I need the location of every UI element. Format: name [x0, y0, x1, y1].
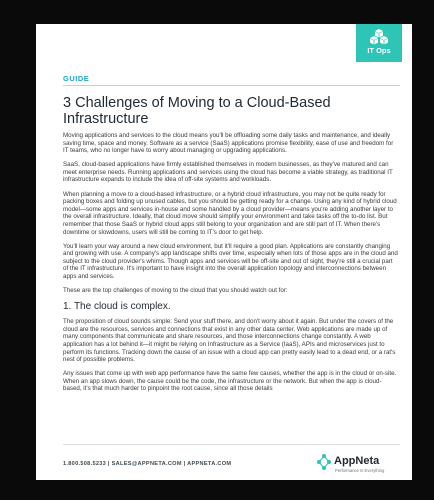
paragraph: The proposition of cloud sounds simple: Send your stuff there, and don't worry about it again. But under the covers of the cloud are the resources, services and connections that exist in any other data center. Web applications are made up of many components that communicate and share resources, and those interconnections change constantly. A web application has a lot behind it—it might be relying on Infrastructure as a Service (IaaS), APIs and microservices just to perform its functions. Tracking down the cause of an issue with a cloud app can pretty easily lead to a dead end, or a rat's nest of possible problems.	[63, 318, 396, 364]
paragraph: Moving applications and services to the cloud means you'll be offloading some daily tasks and maintenance, and ideally saving time, space and money. Software as a service (SaaS) applications promise flexibility, ease of use and freedom for IT teams, who no longer have to worry about managing or upgrading applications.	[63, 132, 394, 155]
paragraph: You'll learn your way around a new cloud environment, but it'll require a good plan. Applications are constantly changing and growing with use. A company's app landscape shifts over time, especially when lots of those apps are in the cloud and subject to the cloud provider's whims. Though apps and services will be off-site and out of sight, they're still a crucial part of the IT infrastructure. It's important to have insight into the overall application topology and interconnections between apps and services.	[63, 242, 398, 280]
document-body	[63, 132, 398, 400]
document-title: 3 Challenges of Moving to a Cloud-Based Infrastructure	[63, 95, 331, 127]
paragraph: These are the top challenges of moving to the cloud that you should watch out for:	[63, 287, 288, 295]
it-ops-badge	[356, 24, 402, 62]
badge-label: IT Ops	[367, 46, 391, 55]
section-label: GUIDE	[63, 74, 90, 83]
footer-contact: 1.800.508.5233 | SALES@APPNETA.COM | APPNETA.COM	[63, 461, 232, 467]
header-divider	[63, 85, 400, 86]
cubes-icon	[369, 29, 389, 45]
paragraph: Any issues that come up with web app performance have the same few causes, whether the app is in the cloud or on-site. When an app slows down, the cause could be the code, the infrastructure or the network. But when the app is cloud-based, it's that much harder to pinpoint the root cause, since all those details	[63, 370, 397, 393]
appneta-logo	[316, 454, 406, 476]
section-heading: 1. The cloud is complex.	[63, 301, 171, 313]
document-page	[36, 24, 412, 480]
logo-name: AppNeta	[334, 455, 380, 467]
paragraph: When planning a move to a cloud-based infrastructure, or a hybrid cloud infrastructure, you may not be quite ready for packing boxes and folding up unused cables, but you should be getting ready for a change. Using any kind of hybrid cloud model—some apps and services in-house and some handled by a cloud provider—means you're adding another layer to the overall infrastructure. Ideally, that cloud move should simplify your environment and take tasks off the to-do list. But remember that those SaaS or hybrid cloud apps still belong to your organization and are still part of IT. When there's downtime or slowdowns, users will still be coming to IT's door to get help.	[63, 190, 397, 236]
footer-divider	[63, 444, 400, 445]
logo-tagline: Performance Is Everything	[335, 468, 385, 473]
paragraph: SaaS, cloud-based applications have firmly established themselves in modern businesses, as they've matured and can meet enterprise needs. Running applications and services using the cloud has become a viable strategy, as traditional IT infrastructure expands to include the idea of off-site systems and workloads.	[63, 161, 393, 184]
appneta-logo-icon	[316, 454, 332, 470]
